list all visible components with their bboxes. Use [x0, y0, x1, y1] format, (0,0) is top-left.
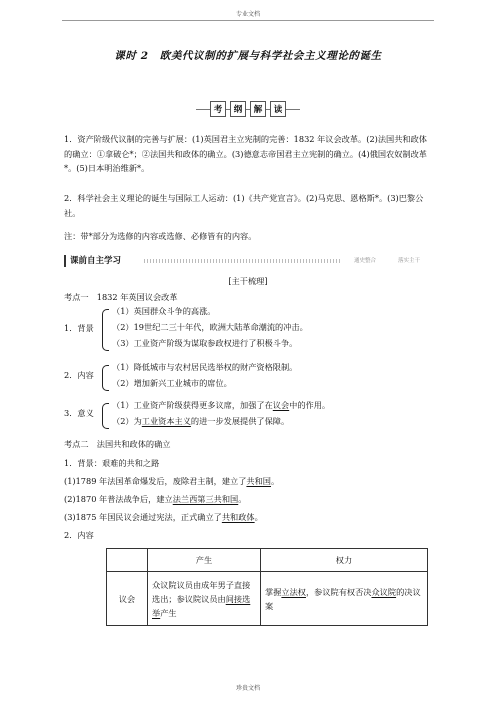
kp1-content — [64, 362, 434, 394]
brace — [102, 365, 109, 391]
table-cell: 议会 — [107, 572, 148, 626]
syllabus-badge — [210, 101, 286, 117]
badge-char: 纲 — [230, 101, 246, 117]
section-tag: 落实主干 — [398, 258, 421, 264]
syllabus-item-2: 2．科学社会主义理论的诞生与国际工人运动：(1)《共产党宣言》。(2)马克思、恩格斯*。(3)巴黎公社。 — [64, 193, 424, 218]
list-item: （2）增加新兴工业城市的席位。 — [112, 378, 232, 388]
list-item: （1）工业资产阶级获得更多议席，加强了在议会中的作用。 — [112, 400, 331, 410]
section-dots — [144, 259, 342, 263]
section-tag: 通史整合 — [354, 258, 377, 264]
table-header: 权力 — [261, 549, 428, 572]
section-bar — [64, 255, 434, 267]
badge-char: 解 — [250, 101, 266, 117]
kp2-line-1: (1)1789 年法国革命爆发后，废除君主制，建立了共和国。 — [64, 476, 280, 486]
table-header — [107, 549, 148, 572]
list-item: （2）19世纪二三十年代，欧洲大陆革命潮流的冲击。 — [112, 322, 308, 332]
table-header: 产生 — [148, 549, 261, 572]
brace — [102, 309, 109, 351]
badge-char: 考 — [210, 101, 226, 117]
syllabus-item-1: 1．资产阶级代议制的完善与扩展：(1)英国君主立宪制的完善：1832 年议会改革。(2)法国共和政体的确立：①拿破仑*；②法国共和政体的确立。(3)德意志帝国君主立宪制的确立。(4)俄国农奴制改革*。(5)日本明治维新*。 — [64, 134, 427, 174]
table-header-row — [107, 549, 428, 572]
group-label: 3．意义 — [64, 408, 94, 418]
kp2-background-title: 1．背景：艰难的共和之路 — [64, 458, 160, 468]
page-header: 专业文档 — [235, 11, 260, 18]
page-footer: 珍贵文档 — [235, 685, 260, 692]
kp1-significance — [64, 400, 434, 432]
list-item: （1）英国群众斗争的高涨。 — [112, 306, 216, 316]
group-label: 2．内容 — [64, 370, 94, 380]
group-label: 1．背景 — [64, 323, 94, 333]
section-label: 课前自主学习 — [64, 255, 125, 267]
list-item: （1）降低城市与农村居民选举权的财产资格限制。 — [112, 362, 298, 372]
kp1-background — [64, 306, 434, 354]
table-row — [107, 572, 428, 626]
kp2-line-2: (2)1870 年普法战争后，建立法兰西第三共和国。 — [64, 494, 247, 504]
kp2-content-title: 2．内容 — [64, 530, 94, 540]
kp2-line-3: (3)1875 年国民议会通过宪法，正式确立了共和政体。 — [64, 512, 263, 522]
kp2-heading: 考点二 法国共和政体的确立 — [64, 439, 171, 449]
subheading: [主干梳理] — [228, 276, 268, 286]
brace — [102, 403, 109, 429]
lesson-title: 课时 2 欧美代议制的扩展与科学社会主义理论的诞生 — [114, 50, 382, 62]
badge-char: 读 — [270, 101, 286, 117]
header-divider — [62, 20, 434, 21]
table-cell: 掌握立法权，参议院有权否决众议院的决议案 — [261, 572, 428, 626]
syllabus-note: 注：带*部分为选修的内容或选修、必修皆有的内容。 — [64, 231, 257, 241]
table-cell: 众议院议员由成年男子直接选出；参议院议员由间接选举产生 — [148, 572, 261, 626]
list-item: （2）为工业资本主义的进一步发展提供了保障。 — [112, 416, 290, 426]
kp1-heading: 考点一 1832 年英国议会改革 — [64, 292, 178, 302]
content-table — [106, 548, 428, 626]
list-item: （3）工业资产阶级为谋取参政权进行了积极斗争。 — [112, 338, 298, 348]
